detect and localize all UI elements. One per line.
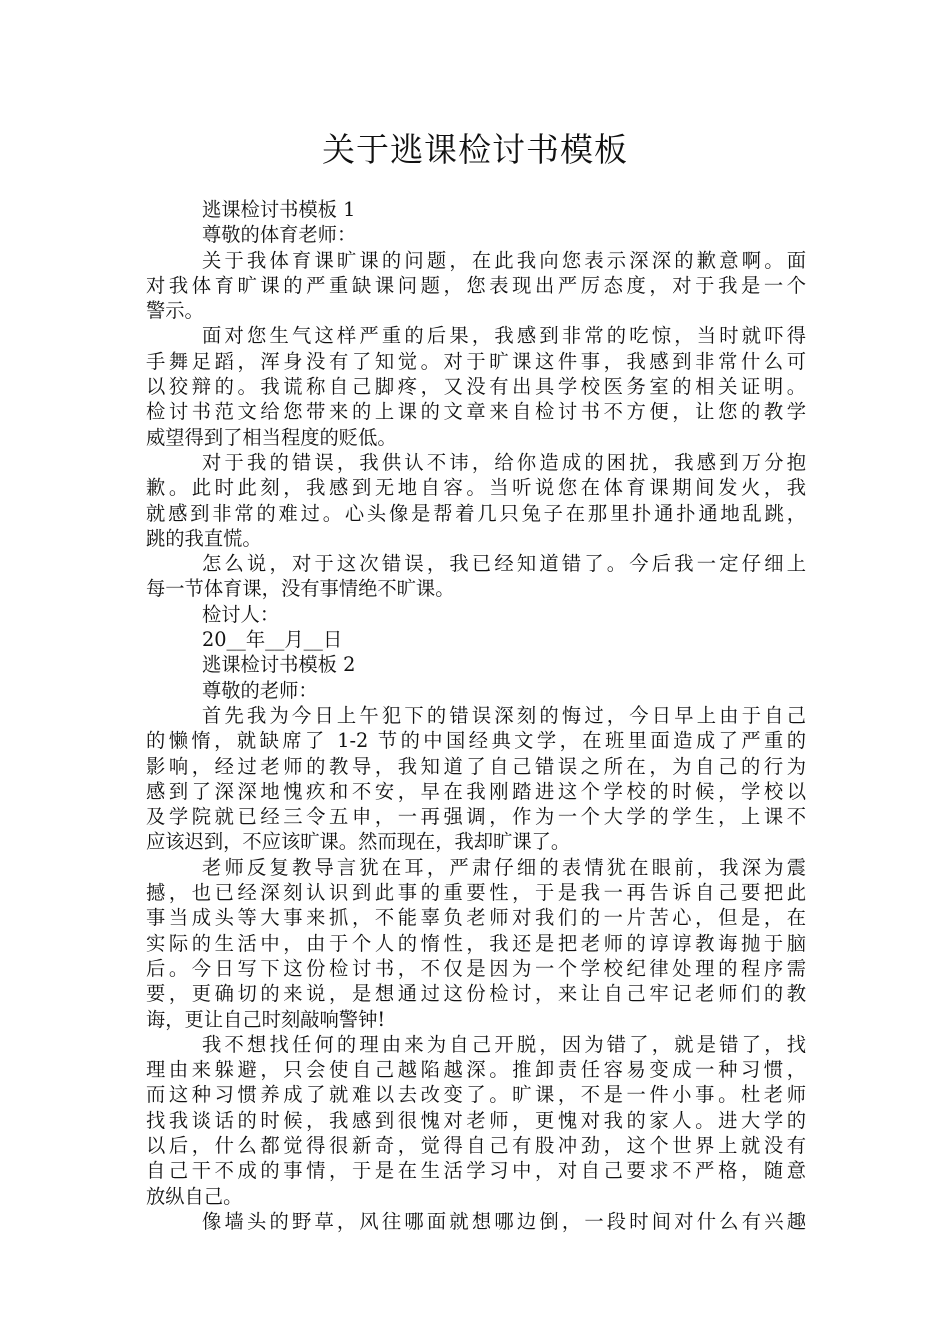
- text-line: 检讨人：: [202, 602, 280, 626]
- document-body: [146, 197, 806, 1234]
- text-line: 首先我为今日上午犯下的错误深刻的悔过，今日早上由于自己: [202, 703, 806, 727]
- text-line: 跳的我直慌。: [146, 526, 262, 550]
- text-line: 影响，经过老师的教导，我知道了自己错误之所在，为自己的行为: [146, 754, 806, 778]
- text-line: 诲，更让自己时刻敲响警钟!: [146, 1007, 386, 1031]
- text-line: 我不想找任何的理由来为自己开脱，因为错了，就是错了，找: [202, 1032, 806, 1056]
- text-line: 而这种习惯养成了就难以去改变了。旷课，不是一件小事。杜老师: [146, 1083, 806, 1107]
- text-line: 的懒惰，就缺席了 1-2 节的中国经典文学，在班里面造成了严重的: [146, 729, 806, 753]
- text-line: 威望得到了相当程度的贬低。: [146, 425, 397, 449]
- text-line: 撼，也已经深刻认识到此事的重要性，于是我一再告诉自己要把此: [146, 881, 806, 905]
- text-line: 歉。此时此刻，我感到无地自容。当听说您在体育课期间发火，我: [146, 476, 806, 500]
- text-line: 理由来躲避，只会使自己越陷越深。推卸责任容易变成一种习惯，: [146, 1058, 806, 1082]
- text-line: 对我体育旷课的严重缺课问题，您表现出严厉态度，对于我是一个: [146, 273, 806, 297]
- text-line: 怎么说，对于这次错误，我已经知道错了。今后我一定仔细上: [202, 552, 806, 576]
- text-line: 实际的生活中，由于个人的惰性，我还是把老师的谆谆教诲抛于脑: [146, 931, 806, 955]
- text-line: 逃课检讨书模板 2: [202, 653, 356, 677]
- text-line: 及学院就已经三令五申，一再强调，作为一个大学的学生，上课不: [146, 805, 806, 829]
- text-line: 要，更确切的来说，是想通过这份检讨，来让自己牢记老师们的教: [146, 982, 806, 1006]
- document-title: 关于逃课检讨书模板: [322, 130, 628, 169]
- text-line: 感到了深深地愧疚和不安，早在我刚踏进这个学校的时候，学校以: [146, 779, 806, 803]
- text-line: 老师反复教导言犹在耳，严肃仔细的表情犹在眼前，我深为震: [202, 855, 806, 879]
- text-line: 像墙头的野草，风往哪面就想哪边倒，一段时间对什么有兴趣: [202, 1209, 806, 1233]
- text-line: 检讨书范文给您带来的上课的文章来自检讨书不方便，让您的教学: [146, 400, 806, 424]
- text-line: 20__年__月__日: [202, 628, 343, 652]
- text-line: 尊敬的老师：: [202, 678, 318, 702]
- text-line: 以后，什么都觉得很新奇，觉得自己有股冲劲，这个世界上就没有: [146, 1133, 806, 1157]
- text-line: 后。今日写下这份检讨书，不仅是因为一个学校纪律处理的程序需: [146, 956, 806, 980]
- text-line: 放纵自己。: [146, 1184, 243, 1208]
- text-line: 事当成头等大事来抓，不能辜负老师对我们的一片苦心，但是，在: [146, 906, 806, 930]
- text-line: 尊敬的体育老师：: [202, 223, 357, 247]
- text-line: 关于我体育课旷课的问题，在此我向您表示深深的歉意啊。面: [202, 248, 806, 272]
- text-line: 面对您生气这样严重的后果，我感到非常的吃惊，当时就吓得: [202, 324, 806, 348]
- text-line: 每一节体育课，没有事情绝不旷课。: [146, 577, 455, 601]
- text-line: 自己干不成的事情，于是在生活学习中，对自己要求不严格，随意: [146, 1159, 806, 1183]
- text-line: 手舞足蹈，浑身没有了知觉。对于旷课这件事，我感到非常什么可: [146, 349, 806, 373]
- text-line: 警示。: [146, 299, 204, 323]
- text-line: 以狡辩的。我谎称自己脚疼，又没有出具学校医务室的相关证明。: [146, 375, 806, 399]
- text-line: 就感到非常的难过。心头像是帮着几只兔子在那里扑通扑通地乱跳，: [146, 501, 806, 525]
- text-line: 应该迟到，不应该旷课。然而现在，我却旷课了。: [146, 830, 571, 854]
- text-line: 对于我的错误，我供认不讳，给你造成的困扰，我感到万分抱: [202, 450, 806, 474]
- text-line: 逃课检讨书模板 1: [202, 198, 356, 221]
- text-line: 找我谈话的时候，我感到很愧对老师，更愧对我的家人。进大学的: [146, 1108, 806, 1132]
